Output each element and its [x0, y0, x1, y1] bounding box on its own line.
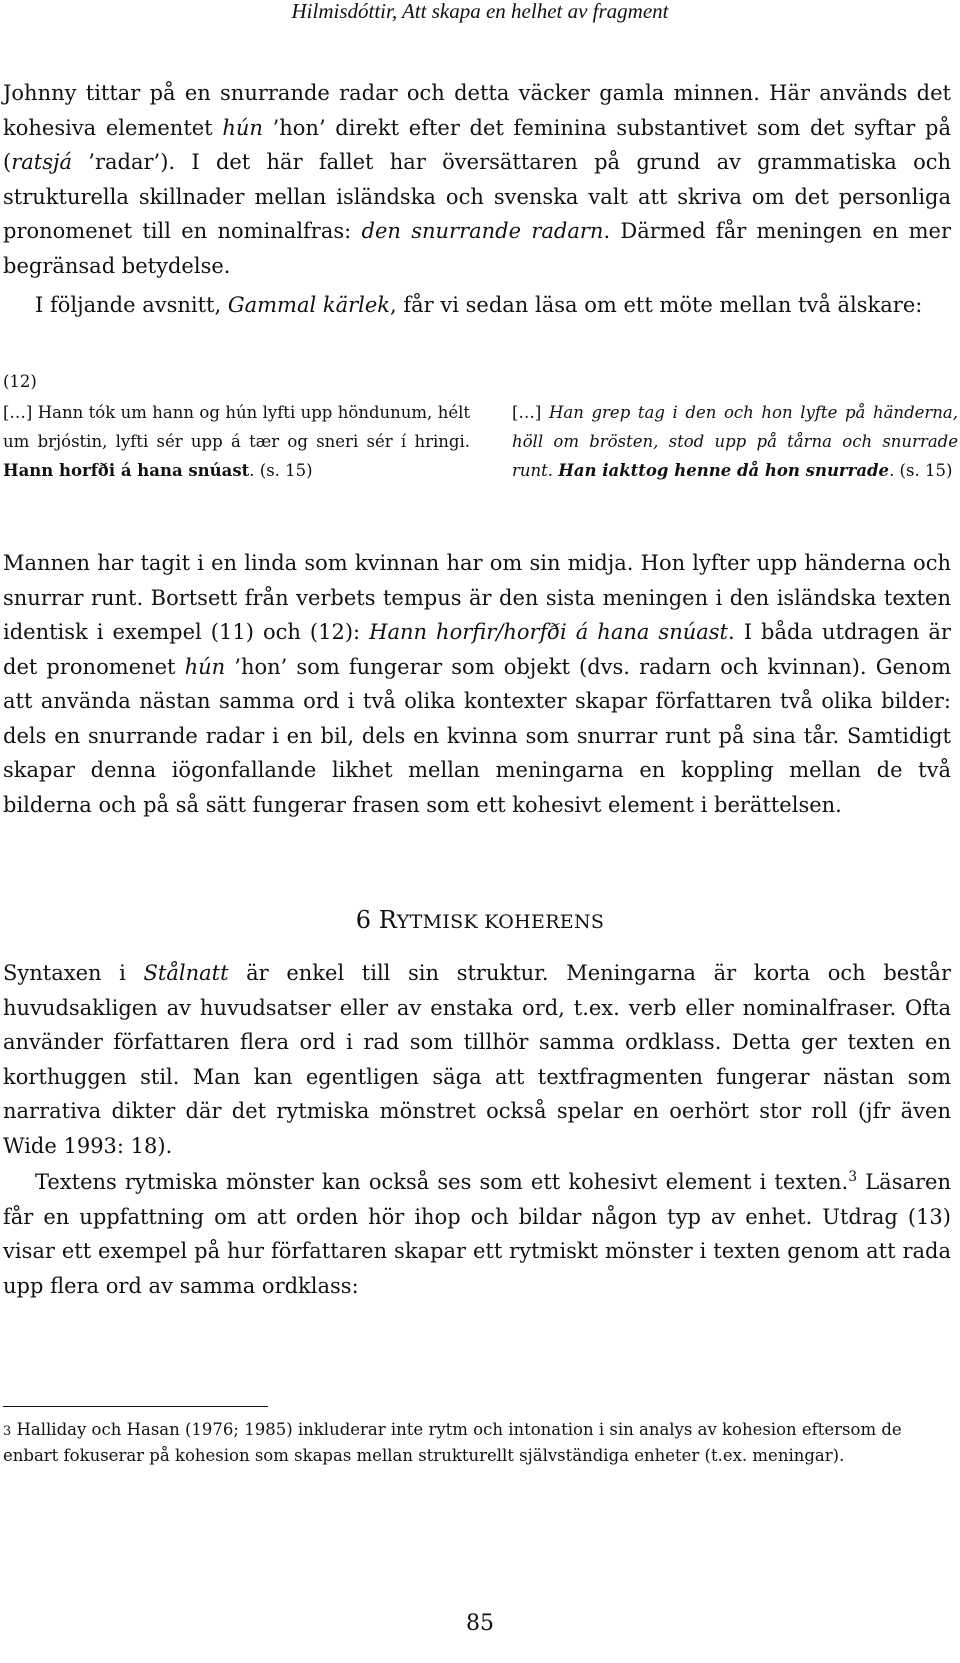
- p1-text-4: . Därmed får meningen en mer begränsad betydelse.: [3, 219, 951, 278]
- paragraph-3: [3, 546, 951, 822]
- p1-italic-1: hún: [222, 115, 263, 140]
- p3-text-2: . I båda utdragen är det pronomenet: [3, 620, 951, 679]
- p3-italic-1: Hann horfir/horfði á hana snúast: [369, 620, 728, 644]
- example-left-bold: Hann horfði á hana snúast: [3, 461, 250, 480]
- footnote-divider: [3, 1406, 268, 1407]
- page-number: 85: [466, 1611, 494, 1636]
- p2-text-1: I följande avsnitt,: [35, 293, 228, 317]
- example-right-start: […]: [512, 403, 549, 422]
- p4-italic: Stålnatt: [143, 961, 229, 985]
- footnote-text: Halliday och Hasan (1976; 1985) inkluderar inte rytm och intonation i sin analys av kohesion eftersom de enbart fokuserar på kohesion som skapas mellan strukturellt självständiga enheter (t.ex. meningar).: [3, 1420, 902, 1465]
- p5-text-1: Textens rytmiska mönster kan också ses som ett kohesivt element i texten.: [35, 1170, 849, 1194]
- footnote: [3, 1418, 951, 1467]
- example-swedish-column: [512, 398, 958, 485]
- p1-text-3: ’radar’). I det här fallet har översättaren på grund av grammatiska och strukturella skillnader mellan isländska och svenska valt att skriva om det personliga pronomenet till en nominalfras:: [3, 150, 951, 243]
- p1-italic-3: den snurrande radarn: [361, 219, 604, 243]
- section-heading: [0, 905, 960, 937]
- p3-text-1: Mannen har tagit i en linda som kvinnan har om sin midja. Hon lyfter upp händerna och snurrar runt. Bortsett från verbets tempus är den sista meningen i den isländska texten identisk i exempel (11) och (12):: [3, 551, 951, 644]
- p3-italic-2: hún: [184, 654, 226, 679]
- example-right-italic: Han grep tag i den och hon lyfte på händerna, höll om brösten, stod upp på tårna och snurrade runt.: [512, 403, 958, 480]
- example-right-end: . (s. 15): [889, 461, 953, 480]
- example-left-end: . (s. 15): [249, 461, 313, 480]
- paragraph-2: [3, 288, 951, 323]
- example-icelandic-column: [3, 398, 470, 485]
- heading-number: 6: [355, 906, 372, 934]
- running-head: Hilmisdóttir, Att skapa en helhet av fragment: [291, 0, 669, 23]
- p1-text-2: ’hon’ direkt efter det feminina substantivet som det syftar på (: [3, 115, 951, 174]
- p5-text-2: Läsaren får en uppfattning om att orden hör ihop och bildar någon typ av enhet. Utdrag (13) visar ett exempel på hur författaren skapar ett rytmiskt mönster i texten genom att rada upp flera ord av samma ordklass:: [3, 1170, 951, 1298]
- p3-text-3: ’hon’ som fungerar som objekt (dvs. radarn och kvinnan). Genom att använda nästan samma ord i två olika kontexter skapar författaren två olika bilder: dels en snurrande radar i en bil, dels en kvinna som snurrar runt på sina tår. Samtidigt skapar denna iögonfallande likhet mellan meningarna en koppling mellan de två bilderna och på så sätt fungerar frasen som ett kohesivt element i berättelsen.: [3, 654, 952, 817]
- p1-text-1: Johnny tittar på en snurrande radar och detta väcker gamla minnen. Här används det kohesiva elementet: [3, 81, 951, 140]
- p2-text-2: , får vi sedan läsa om ett möte mellan två älskare:: [390, 293, 923, 317]
- p1-italic-2: ratsjá: [11, 150, 73, 174]
- p4-text-2: är enkel till sin struktur. Meningarna är korta och består huvudsakligen av huvudsatser eller av enstaka ord, t.ex. verb eller nominalfraser. Ofta använder författaren flera ord i rad som tillhör samma ordklass. Detta ger texten en korthuggen stil. Man kan egentligen säga att textfragmenten fungerar nästan som narrativa dikter där det rytmiska mönstret också spelar en oerhört stor roll (jfr även Wide 1993: 18).: [3, 961, 951, 1158]
- paragraph-1: [3, 76, 951, 283]
- example-number: (12): [3, 372, 37, 391]
- heading-first-letter: R: [378, 906, 397, 934]
- example-right-bold-italic: Han iakttog henne då hon snurrade: [558, 461, 890, 480]
- p4-text-1: Syntaxen i: [3, 961, 144, 985]
- p2-italic: Gammal kärlek: [227, 293, 391, 317]
- footnote-mark: 3: [3, 1424, 12, 1439]
- heading-rest: YTMISK KOHERENS: [396, 911, 605, 933]
- paragraph-4: [3, 956, 951, 1163]
- example-left-text: […] Hann tók um hann og hún lyfti upp höndunum, hélt um brjóstin, lyfti sér upp á tær og sneri sér í hringi.: [3, 403, 470, 451]
- footnote-reference[interactable]: 3: [848, 1169, 858, 1185]
- paragraph-5: [3, 1160, 951, 1303]
